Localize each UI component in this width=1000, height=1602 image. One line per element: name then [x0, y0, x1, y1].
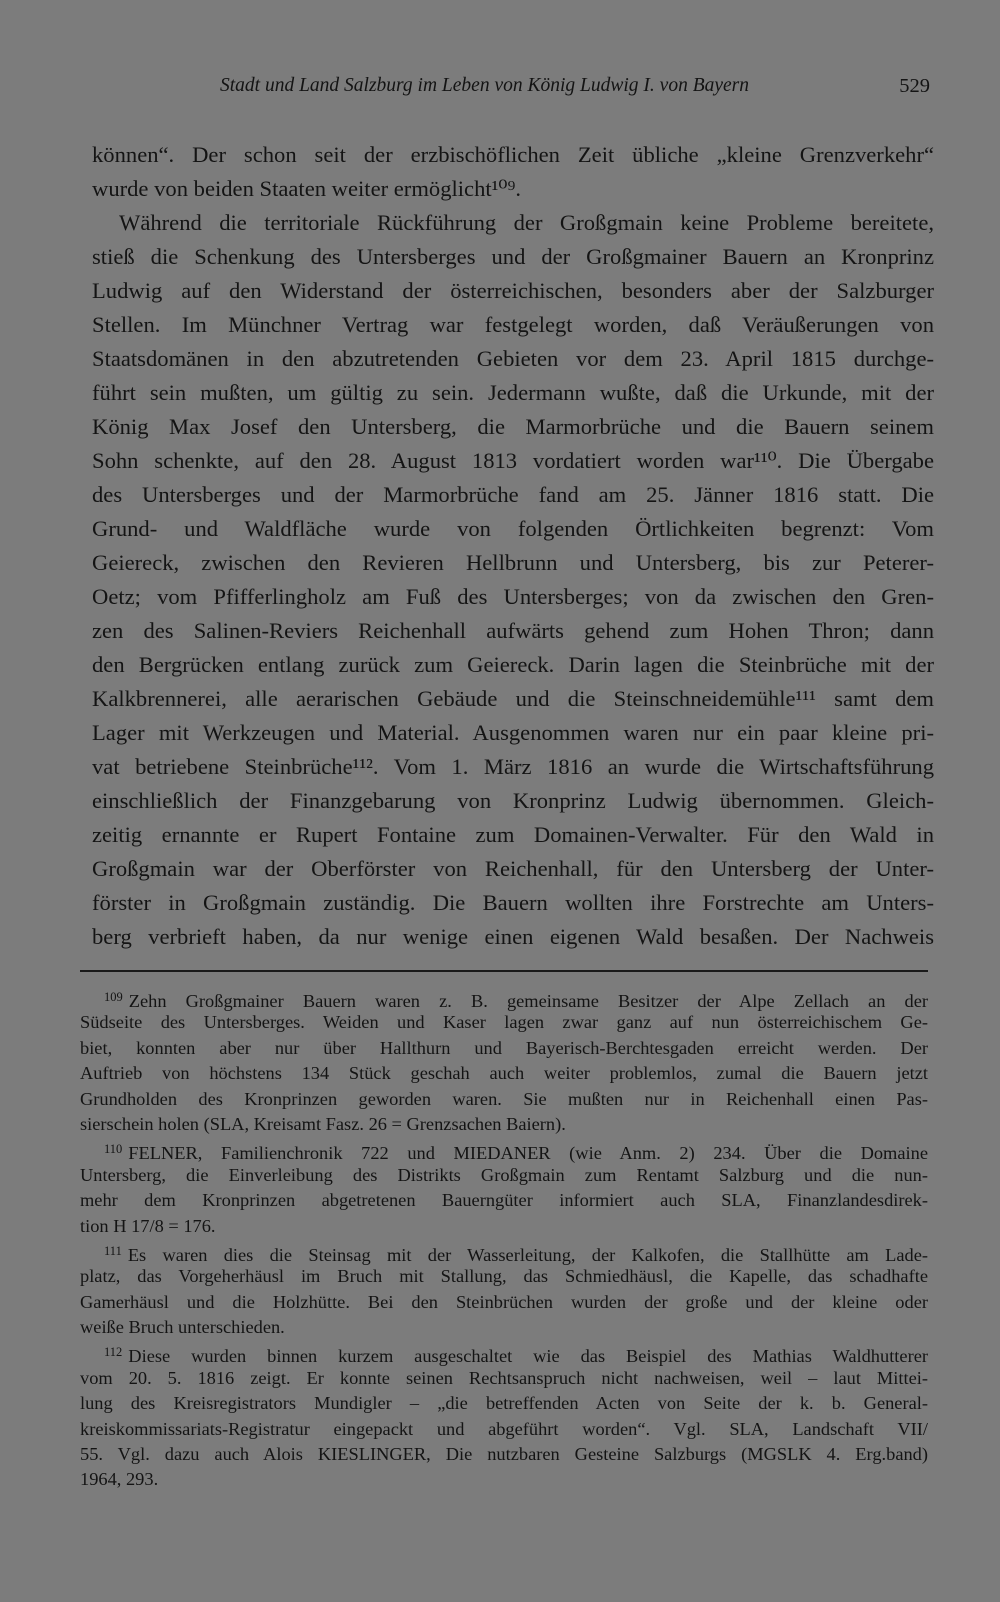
footnote-line: lung des Kreisregistrators Mundigler – „die betreffenden Acten von Seite der k. b. General- — [80, 1393, 928, 1414]
footnote-line: tion H 17/8 = 176. — [80, 1215, 216, 1236]
footnote-line: kreiskommissariats-Registratur eingepackt und abgeführt worden“. Vgl. SLA, Landschaft VII/ — [80, 1418, 928, 1439]
footnote-line: Auftrieb von höchstens 134 Stück geschah auch weiter problemlos, zumal die Bauern jetzt — [80, 1063, 928, 1084]
footnote-line: Südseite des Untersberges. Weiden und Kaser lagen zwar ganz auf nun österreichischem Ge- — [80, 1012, 928, 1033]
footnote-text: FELNER, Familienchronik 722 und MIEDANER (wie Anm. 2) 234. Über die Domaine — [128, 1143, 928, 1164]
main-text — [92, 138, 934, 954]
footnote-line: sierschein holen (SLA, Kreisamt Fasz. 26 = Grenzsachen Baiern). — [80, 1113, 566, 1134]
text-line: Großgmain war der Oberförster von Reichenhall, für den Untersberg der Unter- — [92, 856, 934, 881]
footnote-text: Es waren dies die Steinsag mit der Wasserleitung, der Kalkofen, die Stallhütte am Lade- — [127, 1244, 928, 1265]
running-title: Stadt und Land Salzburg im Leben von König Ludwig I. von Bayern — [220, 75, 750, 96]
footnote-line: 55. Vgl. dazu auch Alois KIESLINGER, Die nutzbaren Gesteine Salzburgs (MGSLK 4. Erg.band) — [80, 1444, 928, 1465]
footnote-line: Gamerhäusl und die Holzhütte. Bei den Steinbrüchen wurden der große und der kleine oder — [80, 1291, 928, 1312]
text-line: Kalkbrennerei, alle aerarischen Gebäude und die Steinschneidemühle¹¹¹ samt dem — [92, 686, 934, 711]
text-line: förster in Großgmain zuständig. Die Bauern wollten ihre Forstrechte am Unters- — [92, 890, 934, 915]
text-line: zen des Salinen-Reviers Reichenhall aufwärts gehend zum Hohen Thron; dann — [92, 618, 934, 643]
footnotes — [80, 985, 928, 1493]
text-line: zeitig ernannte er Rupert Fontaine zum Domainen-Verwalter. Für den Wald in — [92, 822, 934, 847]
footnote-line: 1964, 293. — [80, 1469, 159, 1490]
text-line: Grund- und Waldfläche wurde von folgenden Örtlichkeiten begrenzt: Vom — [92, 516, 934, 541]
footnote-text: Diese wurden binnen kurzem ausgeschaltet wie das Beispiel des Mathias Waldhutterer — [128, 1346, 928, 1367]
text-line: Sohn schenkte, auf den 28. August 1813 vordatiert worden war¹¹⁰. Die Übergabe — [92, 448, 934, 473]
text-line: den Bergrücken entlang zurück zum Geiereck. Darin lagen die Steinbrüche mit der — [92, 652, 934, 677]
footnote-112 — [80, 1340, 928, 1365]
footnote-line: Untersberg, die Einverleibung des Distrikts Großgmain zum Rentamt Salzburg und die nun- — [80, 1164, 928, 1185]
footnote-line: vom 20. 5. 1816 zeigt. Er konnte seinen Rechtsanspruch nicht nachweisen, weil – laut Mittei- — [80, 1367, 928, 1388]
footnote-line: Grundholden des Kronprinzen geworden waren. Sie mußten nur in Reichenhall einen Pas- — [80, 1088, 928, 1109]
text-line: König Max Josef den Untersberg, die Marmorbrüche und die Bauern seinem — [92, 414, 934, 439]
footnote-separator — [80, 970, 928, 972]
text-line: Lager mit Werkzeugen und Material. Ausgenommen waren nur ein paar kleine pri- — [92, 720, 934, 745]
text-line: einschließlich der Finanzgebarung von Kronprinz Ludwig übernommen. Gleich- — [92, 788, 934, 813]
footnote-number: 111 — [104, 1243, 122, 1258]
footnote-number: 110 — [104, 1142, 123, 1157]
running-header — [92, 72, 934, 100]
footnote-111 — [80, 1239, 928, 1264]
footnote-line: platz, das Vorgeherhäusl im Bruch mit Stallung, das Schmiedhäusl, die Kapelle, das schadhafte — [80, 1266, 928, 1287]
text-line: Stellen. Im Münchner Vertrag war festgelegt worden, daß Veräußerungen von — [92, 312, 934, 337]
footnote-line: weiße Bruch unterschieden. — [80, 1317, 285, 1338]
footnote-line: mehr dem Kronprinzen abgetretenen Bauerngüter informiert auch SLA, Finanzlandesdirek- — [80, 1190, 928, 1211]
text-line: berg verbrieft haben, da nur wenige einen eigenen Wald besaßen. Der Nachweis — [92, 924, 934, 949]
text-line: Geiereck, zwischen den Revieren Hellbrunn und Untersberg, bis zur Peterer- — [92, 550, 934, 575]
footnote-number: 112 — [104, 1345, 123, 1360]
text-line: führt sein mußten, um gültig zu sein. Jedermann wußte, daß die Urkunde, mit der — [92, 380, 934, 405]
text-line: Ludwig auf den Widerstand der österreichischen, besonders aber der Salzburger — [92, 278, 934, 303]
footnote-109 — [80, 985, 928, 1010]
footnote-line: biet, konnten aber nur über Hallthurn und Bayerisch-Berchtesgaden erreicht werden. Der — [80, 1037, 928, 1058]
text-line: vat betriebene Steinbrüche¹¹². Vom 1. März 1816 an wurde die Wirtschaftsführung — [92, 754, 934, 779]
footnote-text: Zehn Großgmainer Bauern waren z. B. gemeinsame Besitzer der Alpe Zellach an der — [128, 991, 928, 1011]
page-number: 529 — [899, 75, 930, 97]
footnote-110 — [80, 1137, 928, 1162]
text-line: Oetz; vom Pfifferlingholz am Fuß des Untersberges; von da zwischen den Gren- — [92, 584, 934, 609]
text-line: Während die territoriale Rückführung der Großgmain keine Probleme bereitete, — [119, 210, 934, 235]
text-line: stieß die Schenkung des Untersberges und der Großgmainer Bauern an Kronprinz — [92, 244, 934, 269]
footnote-number: 109 — [104, 990, 123, 1004]
text-line: können“. Der schon seit der erzbischöflichen Zeit übliche „kleine Grenzverkehr“ — [92, 142, 934, 167]
text-line: Staatsdomänen in den abzutretenden Gebieten vor dem 23. April 1815 durchge- — [92, 346, 934, 371]
text-line: des Untersberges und der Marmorbrüche fand am 25. Jänner 1816 statt. Die — [92, 482, 934, 507]
text-line: wurde von beiden Staaten weiter ermöglicht¹⁰⁹. — [92, 176, 522, 201]
